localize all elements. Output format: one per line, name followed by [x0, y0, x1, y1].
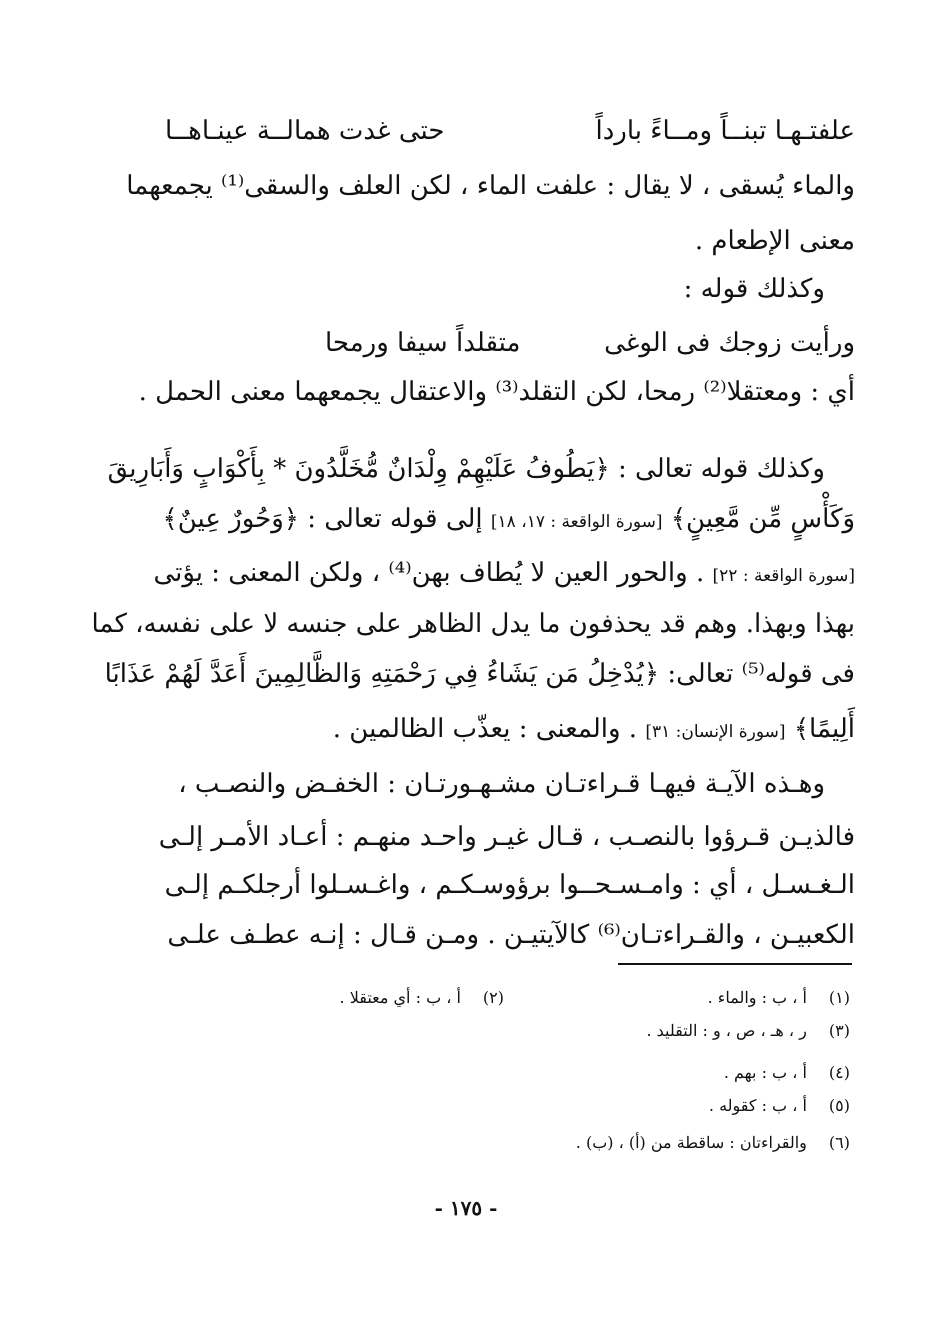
- body-line: فالذيـن قـرؤوا بالنصـب ، قـال غيـر واحـد منهـم : أعـاد الأمـر إلـى: [158, 822, 855, 852]
- footnote: [724, 1060, 850, 1086]
- body-line: الـغـسـل ، أي : وامـسـحــوا برؤوسـكـم ، واغـسـلوا أرجلكـم إلـى: [164, 870, 855, 900]
- footnote-text: أ ، ب : والماء .: [707, 988, 807, 1007]
- footnote: [576, 1130, 850, 1156]
- body-text: . والمعنى : يعذّب الظالمين .: [332, 714, 638, 744]
- footnote: [709, 1093, 850, 1119]
- footnote-text: والقراءتان : ساقطة من (أ) ، (ب) .: [575, 1133, 807, 1152]
- verse-1-first-hemistich: علفتـهـا تبنــاً ومــاءً بارداً: [595, 116, 855, 146]
- quran-quote: أَلِيمًا﴾: [793, 714, 855, 744]
- surah-reference: [سورة الواقعة : ١٧، ١٨]: [490, 512, 663, 532]
- footnote-number: (٤): [828, 1063, 850, 1082]
- body-line: [155, 554, 855, 592]
- verse-line-1: [155, 112, 855, 150]
- verse-2-second-hemistich: متقلداً سيفا ورمحا: [325, 328, 521, 358]
- body-line: بهذا وبهذا. وهم قد يحذفون ما يدل الظاهر على جنسه لا على نفسه، كما: [91, 609, 855, 639]
- footnote: [708, 985, 850, 1011]
- verse-2-first-hemistich: ورأيت زوجك فى الوغى: [604, 328, 855, 358]
- footnote: [340, 985, 504, 1011]
- body-line: فى قوله⁽⁵⁾ تعالى: ﴿يُدْخِلُ مَن يَشَاءُ فِي رَحْمَتِهِ وَالظَّالِمِينَ أَعَدَّ لَهُمْ عَذَابًا: [104, 659, 855, 689]
- footnote-text: أ ، ب : بهم .: [723, 1063, 807, 1082]
- body-line: [155, 500, 855, 538]
- quran-quote: وَكَأْسٍ مِّن مَّعِينٍ﴾: [670, 504, 855, 534]
- footnote-number: (٢): [482, 988, 504, 1007]
- footnote-number: (١): [828, 988, 850, 1007]
- footnote: [646, 1018, 850, 1044]
- body-line: والماء يُسقى ، لا يقال : علفت الماء ، لكن العلف والسقى⁽¹⁾ يجمعهما: [126, 171, 855, 201]
- footnote-separator: [618, 963, 852, 965]
- footnote-number: (٥): [828, 1096, 850, 1115]
- footnote-text: أ ، ب : كقوله .: [708, 1096, 807, 1115]
- footnote-text: أ ، ب : أي معتقلا .: [339, 988, 461, 1007]
- body-text: . والحور العين لا يُطاف بهن⁽⁴⁾ ، ولكن المعنى : يؤتى: [153, 558, 705, 588]
- body-line: أي : ومعتقلا⁽²⁾ رمحا، لكن التقلد⁽³⁾ والاعتقال يجمعهما معنى الحمل .: [138, 377, 855, 407]
- verse-line-2: [155, 324, 855, 362]
- page-number: - ١٧٥ -: [434, 1196, 498, 1220]
- body-line: وكذلك قوله :: [683, 274, 825, 304]
- footnote-number: (٦): [828, 1133, 850, 1152]
- body-text: إلى قوله تعالى : ﴿وَحُورٌ عِينٌ﴾: [162, 504, 483, 534]
- verse-1-second-hemistich: حتى غدت همالــة عينـاهــا: [165, 116, 445, 146]
- body-line: [155, 710, 855, 748]
- body-line: وهـذه الآيـة فيهـا قـراءتـان مشـهـورتـان : الخفـض والنصـب ،: [178, 769, 825, 799]
- surah-reference: [سورة الواقعة : ٢٢]: [712, 566, 855, 586]
- body-line: وكذلك قوله تعالى : ﴿يَطُوفُ عَلَيْهِمْ وِلْدَانٌ مُّخَلَّدُونَ * بِأَكْوَابٍ وَأَبَارِيقَ: [107, 454, 825, 484]
- footnote-text: ر ، هـ ، ص ، و : التقليد .: [646, 1021, 807, 1040]
- footnote-number: (٣): [828, 1021, 850, 1040]
- body-line: معنى الإطعام .: [694, 226, 855, 256]
- surah-reference: [سورة الإنسان: ٣١]: [645, 722, 786, 742]
- body-line: الكعبيـن ، والقـراءتـان⁽⁶⁾ كالآيتيـن . ومـن قـال : إنـه عطـف علـى: [167, 920, 855, 950]
